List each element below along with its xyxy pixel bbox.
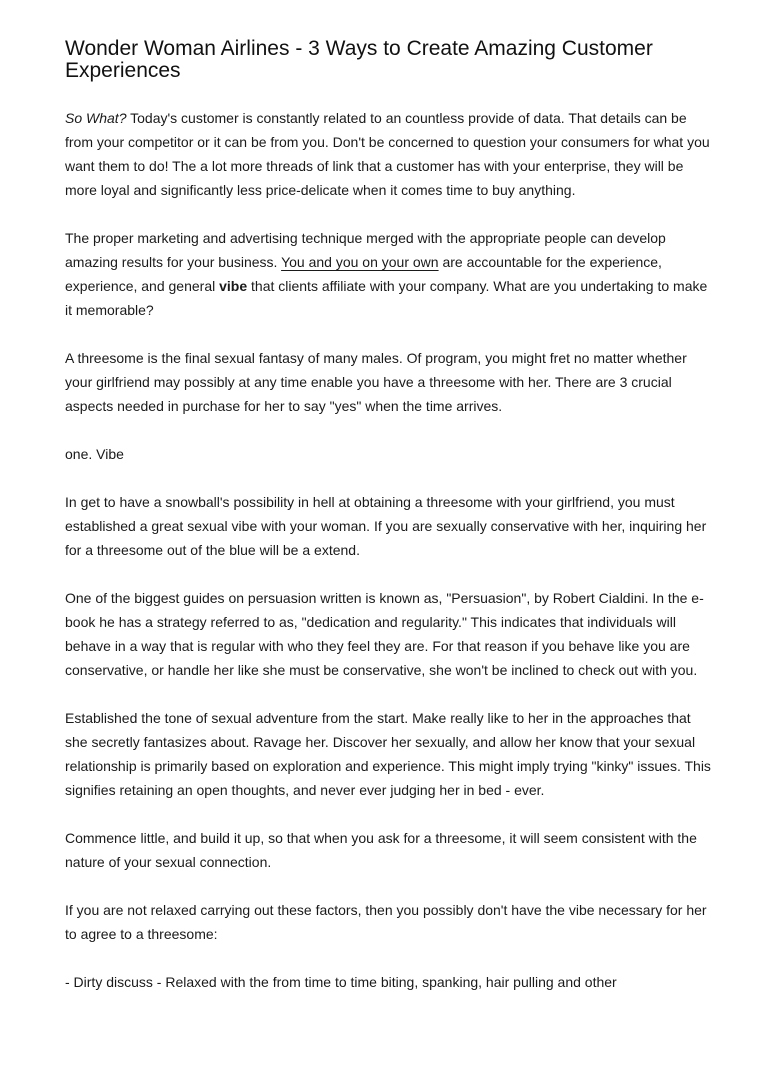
paragraph-1-text: Today's customer is constantly related to an countless provide of data. That details can be from your competitor or it can be from you. Don't be concerned to question your consumers for what you want them to do! The a lot more threads of link that a customer has with your enterprise, they will be more loyal and significantly less price-delicate when it comes time to buy anything.	[65, 110, 710, 198]
paragraph-2	[65, 226, 715, 322]
paragraph-2-text-c: that clients affiliate with your company. What are you undertaking to make it memorable?	[65, 278, 708, 318]
paragraph-3: A threesome is the final sexual fantasy of many males. Of program, you might fret no matter whether your girlfriend may possibly at any time enable you have a threesome with her. There are 3 crucial aspects needed in purchase for her to say "yes" when the time arrives.	[65, 350, 687, 414]
paragraph-1	[65, 106, 715, 202]
paragraph-9: If you are not relaxed carrying out these factors, then you possibly don't have the vibe necessary for her to agree to a threesome:	[65, 902, 707, 942]
paragraph-2-bold: vibe	[219, 278, 248, 294]
document-page	[65, 38, 715, 1018]
paragraph-2-text-a: The proper marketing and advertising technique merged with the appropriate people can develop amazing results for your business.	[65, 230, 666, 270]
paragraph-7: Established the tone of sexual adventure from the start. Make really like to her in the approaches that she secretly fantasizes about. Ravage her. Discover her sexually, and allow her know that your sexual relationship is primarily based on exploration and experience. This might imply trying "kinky" issues. This signifies retaining an open thoughts, and never ever judging her in bed - ever.	[65, 710, 711, 798]
paragraph-6: One of the biggest guides on persuasion written is known as, "Persuasion", by Robert Cialdini. In the e-book he has a strategy referred to as, "dedication and regularity." This indicates that individuals will behave in a way that is regular with who they feel they are. For that reason if you behave like you are conservative, or handle her like she must be conservative, she won't be inclined to check out with you.	[65, 590, 704, 678]
paragraph-1-lead: So What?	[65, 110, 127, 126]
paragraph-2-text-b: are accountable for the experience, experience, and general	[65, 254, 662, 294]
paragraph-10: - Dirty discuss - Relaxed with the from time to time biting, spanking, hair pulling and other	[65, 974, 617, 990]
paragraph-5: In get to have a snowball's possibility in hell at obtaining a threesome with your girlfriend, you must established a great sexual vibe with your woman. If you are sexually conservative with her, inquiring her for a threesome out of the blue will be a extend.	[65, 494, 707, 558]
paragraph-8: Commence little, and build it up, so that when you ask for a threesome, it will seem consistent with the nature of your sexual connection.	[65, 830, 697, 870]
section-heading: one. Vibe	[65, 446, 124, 462]
document-title: Wonder Woman Airlines - 3 Ways to Create Amazing Customer Experiences	[65, 37, 653, 82]
inline-link[interactable]: You and you on your own	[281, 254, 439, 270]
